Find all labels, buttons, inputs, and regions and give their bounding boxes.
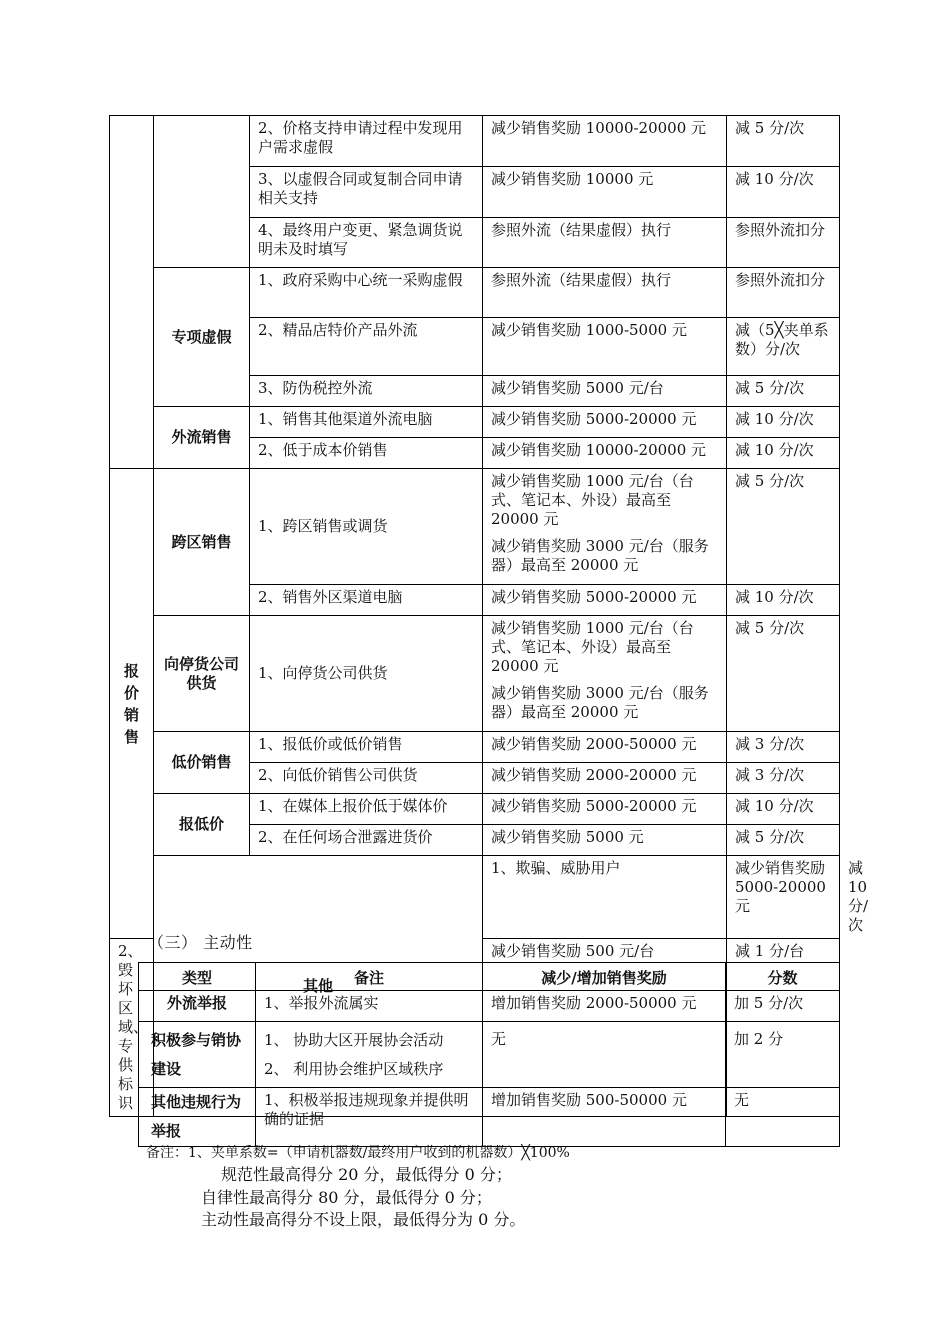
column-header: 类型 [139, 963, 256, 991]
note-line: 规范性最高得分 20 分，最低得分 0 分； [221, 1165, 512, 1184]
section-title: （三） 主动性 [148, 933, 253, 952]
reward-line: 减少销售奖励 3000 元/台（服务器）最高至 20000 元 [491, 537, 709, 574]
remark-line: 1、 协助大区开展协会活动 [264, 1031, 444, 1049]
item-score: 减 5 分/次 [727, 116, 840, 167]
item-desc: 1、政府采购中心统一采购虚假 [250, 268, 483, 318]
item-score: 无 [726, 1088, 840, 1147]
item-reward: 减少销售奖励 500 元/台 [483, 939, 727, 1117]
remark-line: 2、 利用协会维护区域秩序 [264, 1060, 444, 1078]
item-desc: 2、价格支持申请过程中发现用户需求虚假 [250, 116, 483, 167]
item-desc: 1、向停货公司供货 [250, 616, 483, 732]
item-remark: 1、积极举报违规现象并提供明确的证据 [256, 1088, 483, 1147]
item-desc: 4、最终用户变更、紧急调货说明未及时填写 [250, 218, 483, 268]
table-header-row [139, 963, 840, 991]
table-row: 其他 1、欺骗、威胁用户 减少销售奖励 5000-20000 元 减 10 分/次 [110, 856, 840, 939]
column-header: 分数 [726, 963, 840, 991]
type-label: 其他违规行为举报 [139, 1088, 256, 1147]
group-label: 报低价 [154, 794, 250, 856]
item-reward: 减少销售奖励 5000-20000 元 [727, 856, 840, 939]
item-remark: 1、举报外流属实 [256, 991, 483, 1022]
item-score: 减 5 分/次 [727, 469, 840, 585]
table-row [139, 991, 840, 1022]
item-score: 加 5 分/次 [726, 991, 840, 1022]
item-desc: 2、向低价销售公司供货 [250, 763, 483, 794]
item-desc: 1、跨区销售或调货 [250, 469, 483, 585]
group-label: 专项虚假 [154, 268, 250, 407]
item-desc: 2、精品店特价产品外流 [250, 318, 483, 376]
item-reward: 减少销售奖励 5000-20000 元 [483, 585, 727, 616]
item-desc: 1、销售其他渠道外流电脑 [250, 407, 483, 438]
item-score: 减 10 分/次 [727, 438, 840, 469]
table-row [110, 116, 840, 167]
item-score: 参照外流扣分 [727, 218, 840, 268]
item-reward: 增加销售奖励 500-50000 元 [483, 1088, 726, 1147]
item-reward: 减少销售奖励 10000-20000 元 [483, 438, 727, 469]
item-desc: 1、报低价或低价销售 [250, 732, 483, 763]
subcategory-cell-blank [154, 116, 250, 268]
item-reward: 减少销售奖励 10000 元 [483, 167, 727, 218]
item-desc: 2、在任何场合泄露进货价 [250, 825, 483, 856]
item-reward: 减少销售奖励 10000-20000 元 [483, 116, 727, 167]
group-label: 跨区销售 [154, 469, 250, 616]
item-score: 减 10 分/次 [727, 407, 840, 438]
group-label: 向停货公司供货 [154, 616, 250, 732]
table-row [110, 616, 840, 732]
note-line: 备注：1、夹单系数=（申请机器数/最终用户收到的机器数）╳100% [146, 1145, 570, 1161]
item-score: 减 10 分/次 [727, 794, 840, 825]
item-score: 减 3 分/次 [727, 732, 840, 763]
item-reward: 参照外流（结果虚假）执行 [483, 218, 727, 268]
item-score: 减 10 分/次 [727, 585, 840, 616]
item-reward [483, 616, 727, 732]
item-desc: 1、在媒体上报价低于媒体价 [250, 794, 483, 825]
item-desc: 2、低于成本价销售 [250, 438, 483, 469]
table-row [139, 1022, 840, 1088]
item-desc: 2、毁坏区域、专供标识 [110, 939, 154, 1117]
item-score: 减 10 分/次 [727, 167, 840, 218]
group-label: 低价销售 [154, 732, 250, 794]
table-row [110, 268, 840, 318]
item-score: 减 1 分/台 [727, 939, 840, 1117]
column-header: 减少/增加销售奖励 [483, 963, 726, 991]
item-score: 减 5 分/次 [727, 376, 840, 407]
reward-line: 减少销售奖励 3000 元/台（服务器）最高至 20000 元 [491, 684, 709, 721]
item-reward: 减少销售奖励 5000 元 [483, 825, 727, 856]
category-label-text: 报价销售 [124, 661, 140, 746]
item-desc: 3、防伪税控外流 [250, 376, 483, 407]
item-score: 减 5 分/次 [727, 825, 840, 856]
group-label: 外流销售 [154, 407, 250, 469]
table-row [110, 732, 840, 763]
item-reward: 无 [483, 1022, 726, 1088]
reward-line: 减少销售奖励 1000 元/台（台式、笔记本、外设）最高至 20000 元 [491, 472, 694, 528]
item-reward: 参照外流（结果虚假）执行 [483, 268, 727, 318]
item-reward: 减少销售奖励 2000-50000 元 [483, 732, 727, 763]
type-label: 外流举报 [139, 991, 256, 1022]
item-reward [483, 469, 727, 585]
item-reward: 减少销售奖励 5000 元/台 [483, 376, 727, 407]
item-desc: 2、销售外区渠道电脑 [250, 585, 483, 616]
item-reward: 减少销售奖励 5000-20000 元 [483, 794, 727, 825]
item-reward: 减少销售奖励 2000-20000 元 [483, 763, 727, 794]
group-label: 其他 [154, 856, 483, 1117]
item-remark [256, 1022, 483, 1088]
category-label [110, 469, 154, 939]
table-row [110, 469, 840, 585]
type-label: 积极参与销协建设 [139, 1022, 256, 1088]
category-cell-blank [110, 116, 154, 469]
table-row [110, 794, 840, 825]
item-score: 加 2 分 [726, 1022, 840, 1088]
note-line: 主动性最高得分不设上限，最低得分为 0 分。 [201, 1210, 526, 1229]
reward-line: 减少销售奖励 1000 元/台（台式、笔记本、外设）最高至 20000 元 [491, 619, 694, 675]
table-row [139, 1088, 840, 1147]
item-desc: 3、以虚假合同或复制合同申请相关支持 [250, 167, 483, 218]
item-reward: 增加销售奖励 2000-50000 元 [483, 991, 726, 1022]
initiative-table [138, 962, 840, 1147]
item-reward: 减少销售奖励 5000-20000 元 [483, 407, 727, 438]
item-score: 减 5 分/次 [727, 616, 840, 732]
column-header: 备注 [256, 963, 483, 991]
item-score: 参照外流扣分 [727, 268, 840, 318]
item-desc: 1、欺骗、威胁用户 [483, 856, 727, 939]
item-reward: 减少销售奖励 1000-5000 元 [483, 318, 727, 376]
item-score: 减（5╳夹单系数）分/次 [727, 318, 840, 376]
item-score: 减 3 分/次 [727, 763, 840, 794]
note-line: 自律性最高得分 80 分，最低得分 0 分； [201, 1188, 492, 1207]
table-row [110, 407, 840, 438]
